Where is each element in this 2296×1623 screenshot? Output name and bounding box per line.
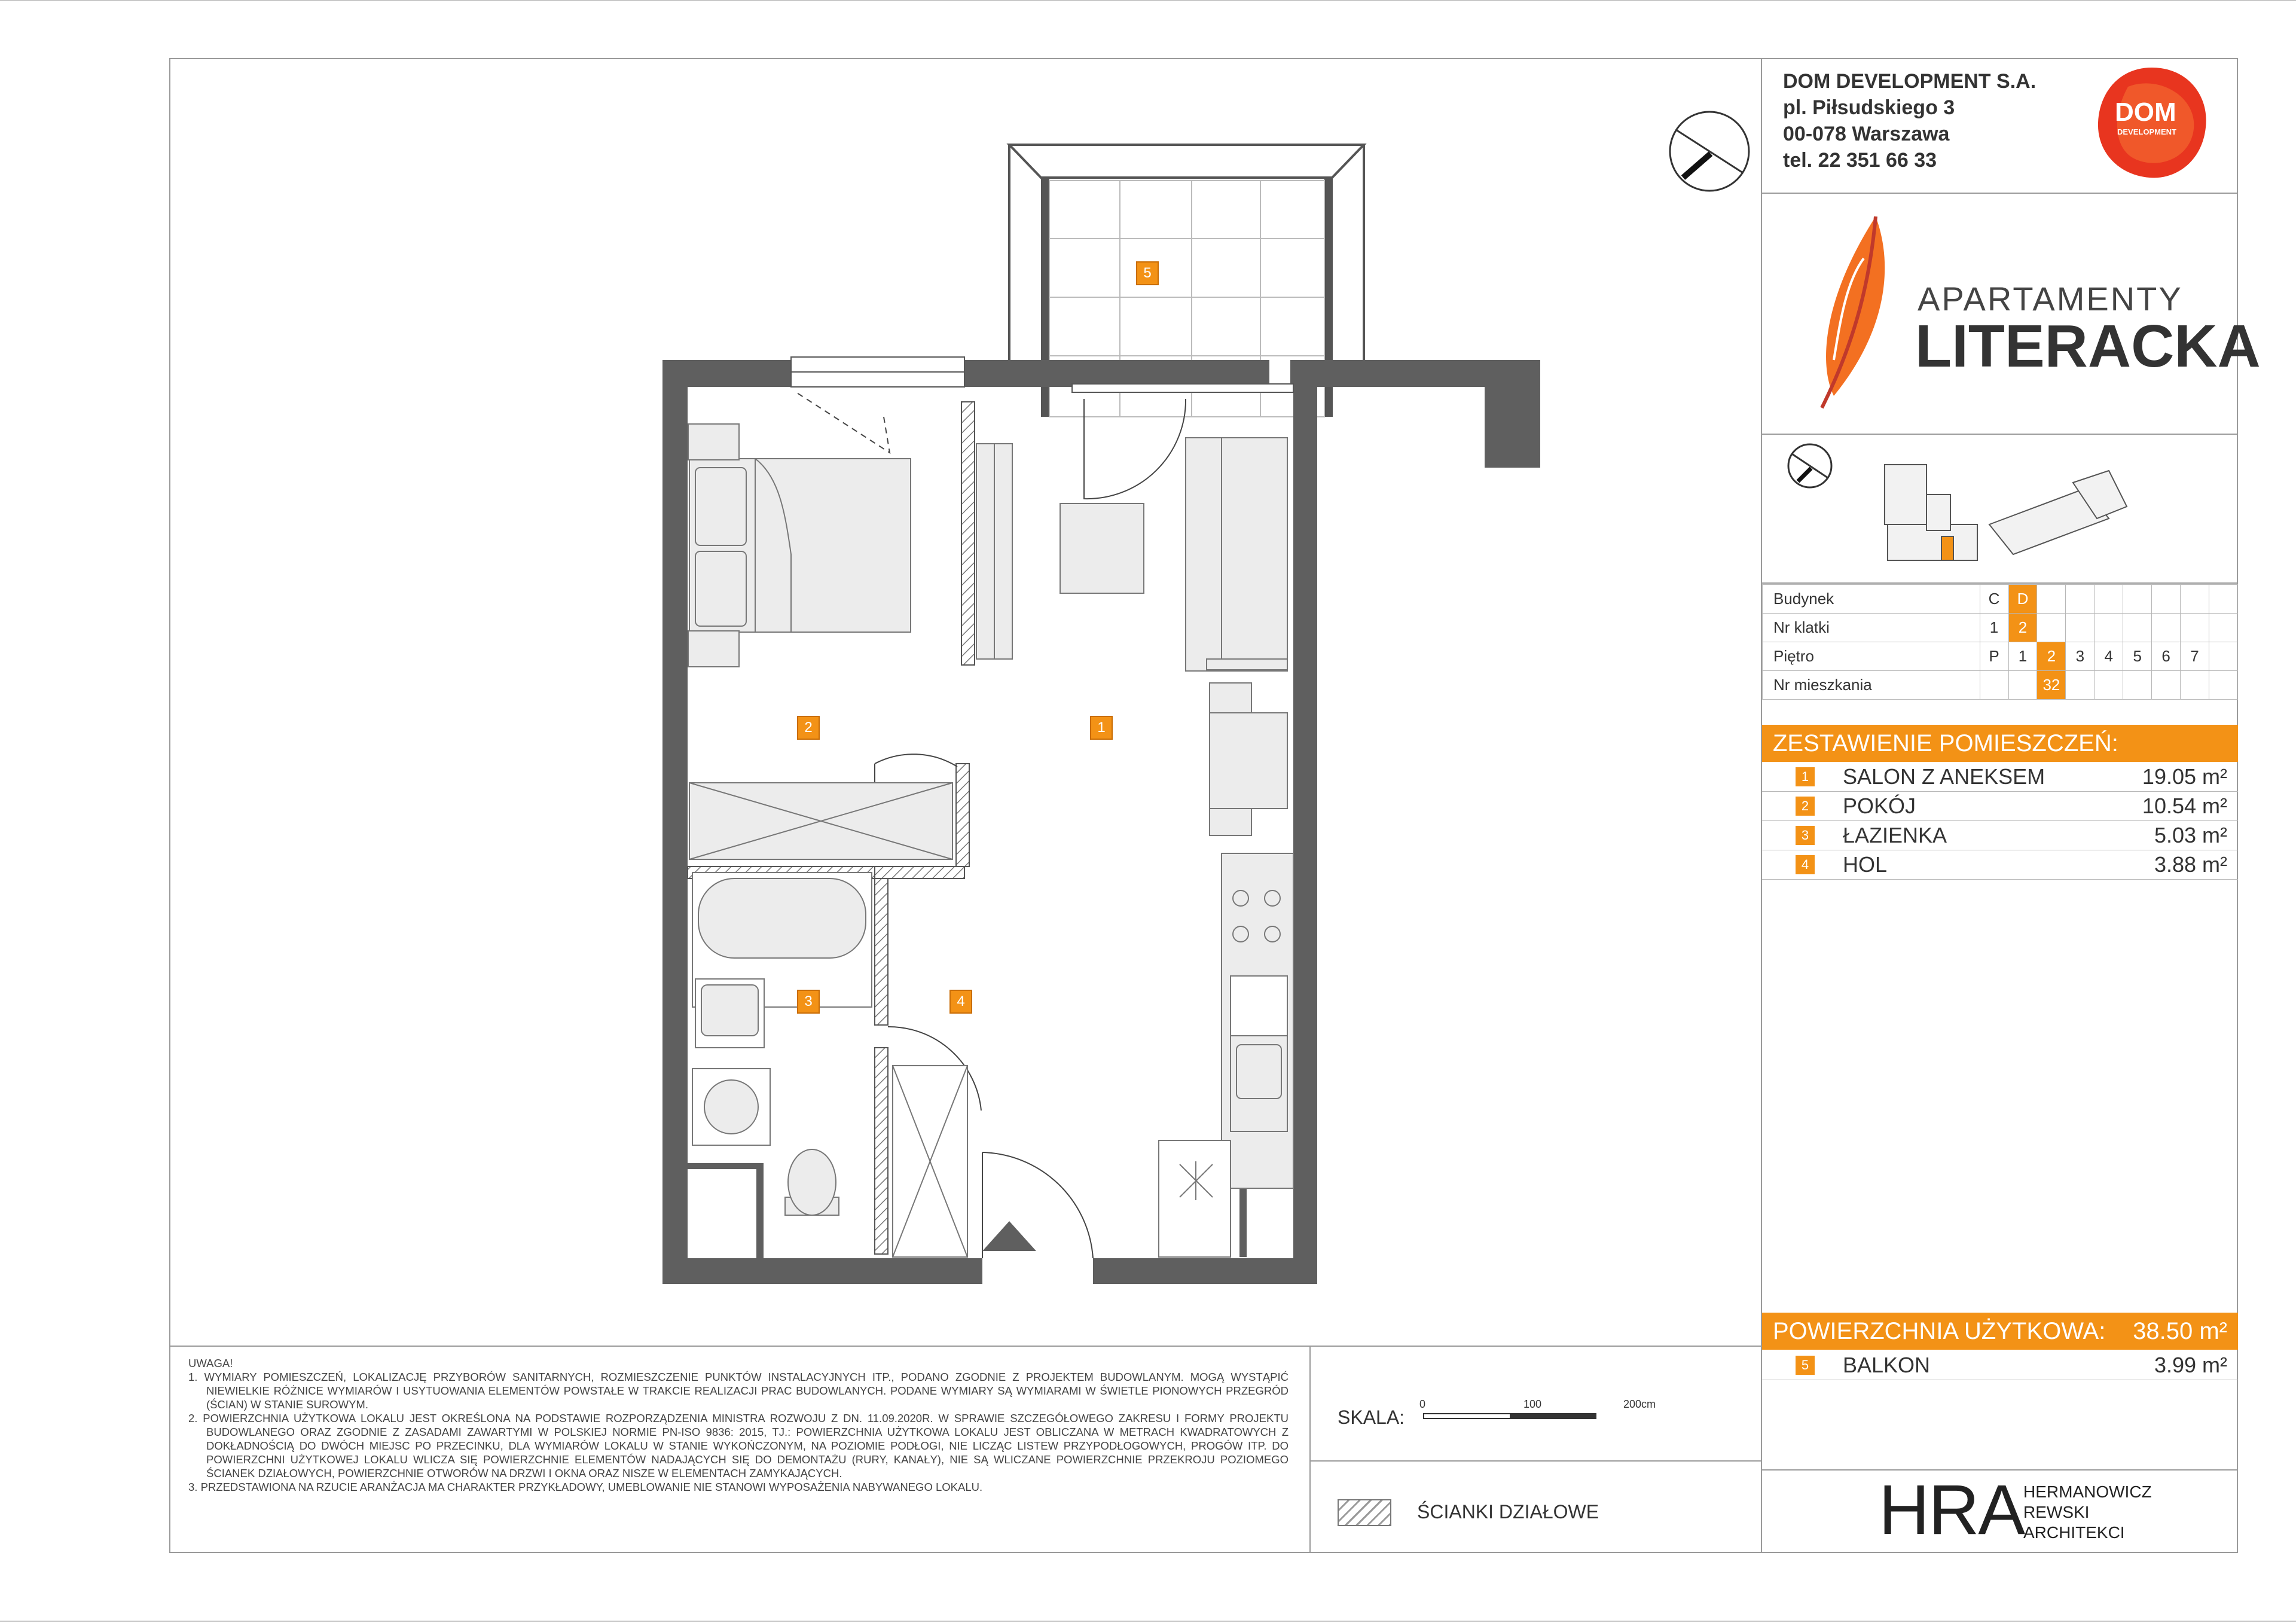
floor-plan xyxy=(169,58,1760,1344)
room-name: HOL xyxy=(1843,852,1888,877)
cell-selected: 2 xyxy=(2037,642,2066,671)
company-city: 00-078 Warszawa xyxy=(1783,123,1950,145)
building-key-plan xyxy=(1885,465,2127,560)
page-top-line xyxy=(0,0,2296,1)
cell xyxy=(2095,671,2123,700)
notes xyxy=(188,1356,1289,1494)
location-table xyxy=(1762,584,2238,700)
project-name-line1: APARTAMENTY xyxy=(1918,280,2183,318)
room-name: SALON Z ANEKSEM xyxy=(1843,764,2045,789)
cell xyxy=(2037,614,2066,642)
room-num: 5 xyxy=(1796,1356,1815,1375)
scale-tick-200: 200cm xyxy=(1623,1398,1656,1410)
room-area: 19.05 m² xyxy=(2142,764,2227,789)
cell xyxy=(2123,671,2152,700)
room-row xyxy=(1762,792,2238,821)
feather-icon xyxy=(1798,205,1906,420)
room-row xyxy=(1762,850,2238,880)
scale-label: SKALA: xyxy=(1338,1407,1405,1428)
cell: 3 xyxy=(2066,642,2095,671)
cell: 7 xyxy=(2181,642,2209,671)
room-num: 2 xyxy=(1796,797,1815,816)
cell xyxy=(2095,585,2123,614)
scale-bar xyxy=(1423,1413,1596,1419)
cell xyxy=(1980,671,2008,700)
cell: 6 xyxy=(2152,642,2181,671)
divider-1 xyxy=(1762,193,2238,194)
cell xyxy=(2066,614,2095,642)
cell: P xyxy=(1980,642,2008,671)
note-1: 1. WYMIARY POMIESZCZEŃ, LOKALIZACJĘ PRZYBORÓW SANITARNYCH, ROZMIESZCZENIE PUNKTÓW INSTALACYJNYCH ITP., PODANO ZGODNIE Z PROJEKTEM BUDOWLANYM. MOGĄ WYSTĄPIĆ NIEWIELKIE RÓŻNICE WYMIARÓW I USYTUOWANIA ELEMENTÓW POWSTAŁE W TRAKCIE REALIZACJI PRAC BUDOWLANYCH. PODANE WYMIARY SĄ WYMIARAMI W ŚWIETLE PIONOWYCH PRZEGRÓD (ŚCIAN) W STANIE SUROWYM. xyxy=(188,1371,1289,1411)
cell xyxy=(2181,585,2209,614)
room-name: ŁAZIENKA xyxy=(1843,823,1947,847)
project-logo xyxy=(1798,205,2261,426)
notes-scale-divider xyxy=(1309,1346,1311,1552)
legend-partition-label: ŚCIANKI DZIAŁOWE xyxy=(1417,1501,1599,1523)
bottom-divider xyxy=(169,1346,1762,1347)
cell: 1 xyxy=(1980,614,2008,642)
entrance-arrow xyxy=(982,1221,1036,1251)
room-area: 3.99 m² xyxy=(2154,1353,2227,1377)
info-panel xyxy=(1761,58,2261,1553)
cell-selected: 32 xyxy=(2037,671,2066,700)
cell xyxy=(2037,585,2066,614)
row-pietro xyxy=(1763,642,2238,671)
rooms-header-text: ZESTAWIENIE POMIESZCZEŃ: xyxy=(1773,730,2118,756)
architect-logo: HRA xyxy=(1879,1471,2025,1549)
note-3: 3. PRZEDSTAWIONA NA RZUCIE ARANŻACJA MA CHARAKTER PRZYKŁADOWY, UMEBLOWANIE NIE STANOWI WYPOSAŻENIA NABYWANEGO LOKALU. xyxy=(188,1481,983,1493)
cell: C xyxy=(1980,585,2008,614)
room-area: 10.54 m² xyxy=(2142,794,2227,818)
tag-room-5: 5 xyxy=(1136,261,1159,285)
project-name-line2: LITERACKA xyxy=(1915,313,2261,380)
rooms-header xyxy=(1762,725,2238,762)
cell xyxy=(2209,614,2238,642)
usable-area-value: 38.50 m² xyxy=(2133,1318,2227,1344)
cell xyxy=(2008,671,2037,700)
architect-line2: REWSKI xyxy=(2023,1503,2090,1521)
company-phone: tel. 22 351 66 33 xyxy=(1783,149,1937,172)
label-budynek: Budynek xyxy=(1763,585,1980,614)
divider-2 xyxy=(1762,434,2238,435)
room-area: 3.88 m² xyxy=(2154,852,2227,877)
label-pietro: Piętro xyxy=(1763,642,1980,671)
usable-area-label: POWIERZCHNIA UŻYTKOWA: xyxy=(1773,1318,2106,1344)
room-area: 5.03 m² xyxy=(2154,823,2227,847)
cell xyxy=(2181,614,2209,642)
scale-tick-0: 0 xyxy=(1419,1398,1426,1410)
cell: 1 xyxy=(2008,642,2037,671)
cell xyxy=(2095,614,2123,642)
note-2: 2. POWIERZCHNIA UŻYTKOWA LOKALU JEST OKREŚLONA NA PODSTAWIE ROZPORZĄDZENIA MINISTRA ROZWOJU Z DN. 11.09.2020R. W SPRAWIE SZCZEGÓŁOWEGO ZAKRESU I FORMY PROJEKTU BUDOWLANEGO ORAZ ZGODNIE Z ZASADAMI ZAWARTYMI W POLSKIEJ NORMIE PN-ISO 9836: 2015, TJ.: POWIERZCHNIA UŻYTKOWA LOKALU JEST OBLICZANA W METRACH KWADRATOWYCH Z DOKŁADNOŚCIĄ DO DWÓCH MIEJSC PO PRZECINKU, DLA WYMIARÓW LOKALU W STANIE WYKOŃCZONYM, NA POZIOMIE PODŁOGI, NIE LICZĄC LISTEW PRZYPODŁOGOWYCH, PROGÓW ITP. DO POWIERZCHNI UŻYTKOWEJ LOKALU WLICZA SIĘ POWIERZCHNIE ELEMENTÓW NADAJĄCYCH SIĘ DO DEMONTAŻU (RURY, KANAŁY), NIE SĄ WLICZANE POWIERZCHNIE PRZEKROJU POZIOMEGO ŚCIANEK DZIAŁOWYCH, POWIERZCHNIE OTWORÓW NA DRZWI I OKNA ORAZ NISZE W ELEMENTACH ZAMYKAJĄCYCH. xyxy=(188,1412,1289,1479)
room-name: BALKON xyxy=(1843,1353,1931,1377)
cell xyxy=(2066,671,2095,700)
room-num: 4 xyxy=(1796,855,1815,874)
cell xyxy=(2066,585,2095,614)
cell xyxy=(2123,614,2152,642)
divider-3 xyxy=(1762,582,2238,584)
dom-logo-text: DOM xyxy=(2115,97,2176,127)
row-nr-klatki xyxy=(1763,614,2238,642)
company-name: DOM DEVELOPMENT S.A. xyxy=(1783,70,2037,93)
row-nr-mieszkania xyxy=(1763,671,2238,700)
site-locator xyxy=(1774,441,2234,578)
room-num: 3 xyxy=(1796,826,1815,845)
scale-legend-divider xyxy=(1309,1460,1762,1462)
north-arrow-small xyxy=(1788,444,1831,487)
cell-selected: 2 xyxy=(2008,614,2037,642)
tag-room-3: 3 xyxy=(797,990,820,1014)
cell xyxy=(2152,614,2181,642)
cell xyxy=(2209,585,2238,614)
tag-room-1: 1 xyxy=(1090,716,1113,740)
usable-area-bar xyxy=(1762,1313,2238,1350)
architect-line1: HERMANOWICZ xyxy=(2023,1482,2152,1501)
north-arrow-main xyxy=(1670,112,1749,191)
room-row xyxy=(1762,821,2238,850)
cell xyxy=(2181,671,2209,700)
balcony-row xyxy=(1762,1351,2238,1380)
scale-tick-100: 100 xyxy=(1523,1398,1542,1410)
label-nr-klatki: Nr klatki xyxy=(1763,614,1980,642)
furniture xyxy=(688,424,1293,1257)
room-num: 1 xyxy=(1796,767,1815,786)
tag-room-2: 2 xyxy=(797,716,820,740)
cell: 5 xyxy=(2123,642,2152,671)
room-name: POKÓJ xyxy=(1843,794,1916,818)
cell xyxy=(2152,585,2181,614)
room-row xyxy=(1762,762,2238,792)
dom-logo-subtext: DEVELOPMENT xyxy=(2117,127,2176,136)
tag-room-4: 4 xyxy=(949,990,972,1014)
cell: 4 xyxy=(2095,642,2123,671)
cell xyxy=(2209,642,2238,671)
notes-title: UWAGA! xyxy=(188,1357,233,1369)
page-bottom-line xyxy=(0,1621,2296,1622)
row-budynek xyxy=(1763,585,2238,614)
dom-development-logo xyxy=(2092,63,2212,182)
cell-selected: D xyxy=(2008,585,2037,614)
cell xyxy=(2123,585,2152,614)
company-street: pl. Piłsudskiego 3 xyxy=(1783,96,1955,119)
architect-line3: ARCHITEKCI xyxy=(2023,1523,2125,1542)
cell xyxy=(2209,671,2238,700)
label-nr-mieszkania: Nr mieszkania xyxy=(1763,671,1980,700)
cell xyxy=(2152,671,2181,700)
legend-hatch-swatch xyxy=(1338,1499,1391,1526)
